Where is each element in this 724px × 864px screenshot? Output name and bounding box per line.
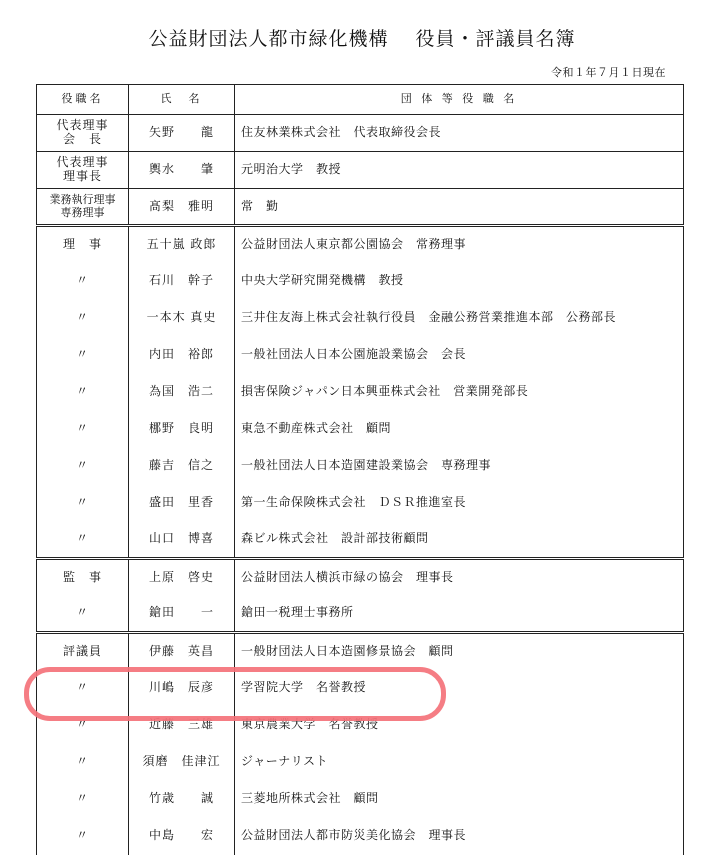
name-cell: 須磨 佳津江: [129, 744, 235, 781]
org-cell: 一般社団法人日本公園施設業協会 会長: [235, 337, 684, 374]
table-row: [37, 670, 684, 707]
role-cell: 〃: [37, 300, 129, 337]
name-cell: 近藤 三雄: [129, 707, 235, 744]
name-cell: 川嶋 辰彦: [129, 670, 235, 707]
table-row: [37, 707, 684, 744]
org-cell: 中央大学研究開発機構 教授: [235, 263, 684, 300]
name-cell: 藤吉 信之: [129, 448, 235, 485]
table-row: [37, 448, 684, 485]
name-cell: 石川 幹子: [129, 263, 235, 300]
table-row: [37, 115, 684, 152]
name-cell: 中島 宏: [129, 818, 235, 855]
role-cell: 〃: [37, 522, 129, 559]
role-cell: 〃: [37, 448, 129, 485]
org-cell: 一般社団法人日本造園建設業協会 専務理事: [235, 448, 684, 485]
as-of-date: 令和１年７月１日現在: [551, 66, 666, 79]
org-cell: 一般財団法人日本造園修景協会 顧問: [235, 633, 684, 670]
name-cell: 梛野 良明: [129, 411, 235, 448]
name-cell: 山口 博喜: [129, 522, 235, 559]
role-cell: 〃: [37, 596, 129, 633]
header-name: 氏 名: [129, 85, 235, 115]
table-row: [37, 559, 684, 596]
page-title: 公益財団法人都市緑化機構 役員・評議員名簿: [148, 28, 576, 50]
org-cell: 第一生命保険株式会社 ＤＳＲ推進室長: [235, 485, 684, 522]
role-cell: 〃: [37, 337, 129, 374]
name-cell: 髙梨 雅明: [129, 189, 235, 226]
role-cell: 評議員: [37, 633, 129, 670]
table-row: [37, 522, 684, 559]
org-cell: 三井住友海上株式会社執行役員 金融公務営業推進本部 公務部長: [235, 300, 684, 337]
table-row: [37, 411, 684, 448]
org-cell: 鎗田一税理士事務所: [235, 596, 684, 633]
org-cell: 常 勤: [235, 189, 684, 226]
name-cell: 矢野 龍: [129, 115, 235, 152]
org-cell: 東京農業大学 名誉教授: [235, 707, 684, 744]
table-row: [37, 300, 684, 337]
role-cell: 〃: [37, 411, 129, 448]
name-cell: 伊藤 英昌: [129, 633, 235, 670]
role-cell: 〃: [37, 781, 129, 818]
role-cell: 業務執行理事 専務理事: [37, 189, 129, 226]
table-row: [37, 189, 684, 226]
role-cell: 代表理事 会 長: [37, 115, 129, 152]
table-row: [37, 485, 684, 522]
org-cell: 住友林業株式会社 代表取締役会長: [235, 115, 684, 152]
name-cell: 五十嵐 政郎: [129, 226, 235, 263]
org-cell: 学習院大学 名誉教授: [235, 670, 684, 707]
role-cell: 理 事: [37, 226, 129, 263]
name-cell: 一本木 真史: [129, 300, 235, 337]
org-cell: 元明治大学 教授: [235, 152, 684, 189]
org-cell: 三菱地所株式会社 顧問: [235, 781, 684, 818]
org-cell: 森ビル株式会社 設計部技術顧問: [235, 522, 684, 559]
name-cell: 鎗田 一: [129, 596, 235, 633]
table-row: [37, 152, 684, 189]
role-cell: 〃: [37, 818, 129, 855]
role-cell: 〃: [37, 263, 129, 300]
org-cell: 公益財団法人横浜市緑の協会 理事長: [235, 559, 684, 596]
role-cell: 代表理事 理事長: [37, 152, 129, 189]
table-row: [37, 226, 684, 263]
org-cell: 公益財団法人都市防災美化協会 理事長: [235, 818, 684, 855]
role-cell: 〃: [37, 670, 129, 707]
org-cell: ジャーナリスト: [235, 744, 684, 781]
role-cell: 〃: [37, 485, 129, 522]
name-cell: 輿水 肇: [129, 152, 235, 189]
table-row: [37, 744, 684, 781]
table-row: [37, 596, 684, 633]
role-cell: 〃: [37, 374, 129, 411]
table-row: [37, 633, 684, 670]
role-cell: 〃: [37, 707, 129, 744]
table-row: [37, 263, 684, 300]
name-cell: 為国 浩二: [129, 374, 235, 411]
org-cell: 東急不動産株式会社 顧問: [235, 411, 684, 448]
name-cell: 竹歳 誠: [129, 781, 235, 818]
org-cell: 損害保険ジャパン日本興亜株式会社 営業開発部長: [235, 374, 684, 411]
org-cell: 公益財団法人東京都公園協会 常務理事: [235, 226, 684, 263]
name-cell: 盛田 里香: [129, 485, 235, 522]
table-row: [37, 374, 684, 411]
header-role: 役職名: [37, 85, 129, 115]
name-cell: 内田 裕郎: [129, 337, 235, 374]
name-cell: 上原 啓史: [129, 559, 235, 596]
table-row: [37, 781, 684, 818]
role-cell: 監 事: [37, 559, 129, 596]
table-row: [37, 818, 684, 855]
role-cell: 〃: [37, 744, 129, 781]
header-row: [37, 85, 684, 115]
header-org: 団 体 等 役 職 名: [235, 85, 684, 115]
roster-table: [36, 84, 684, 855]
table-row: [37, 337, 684, 374]
